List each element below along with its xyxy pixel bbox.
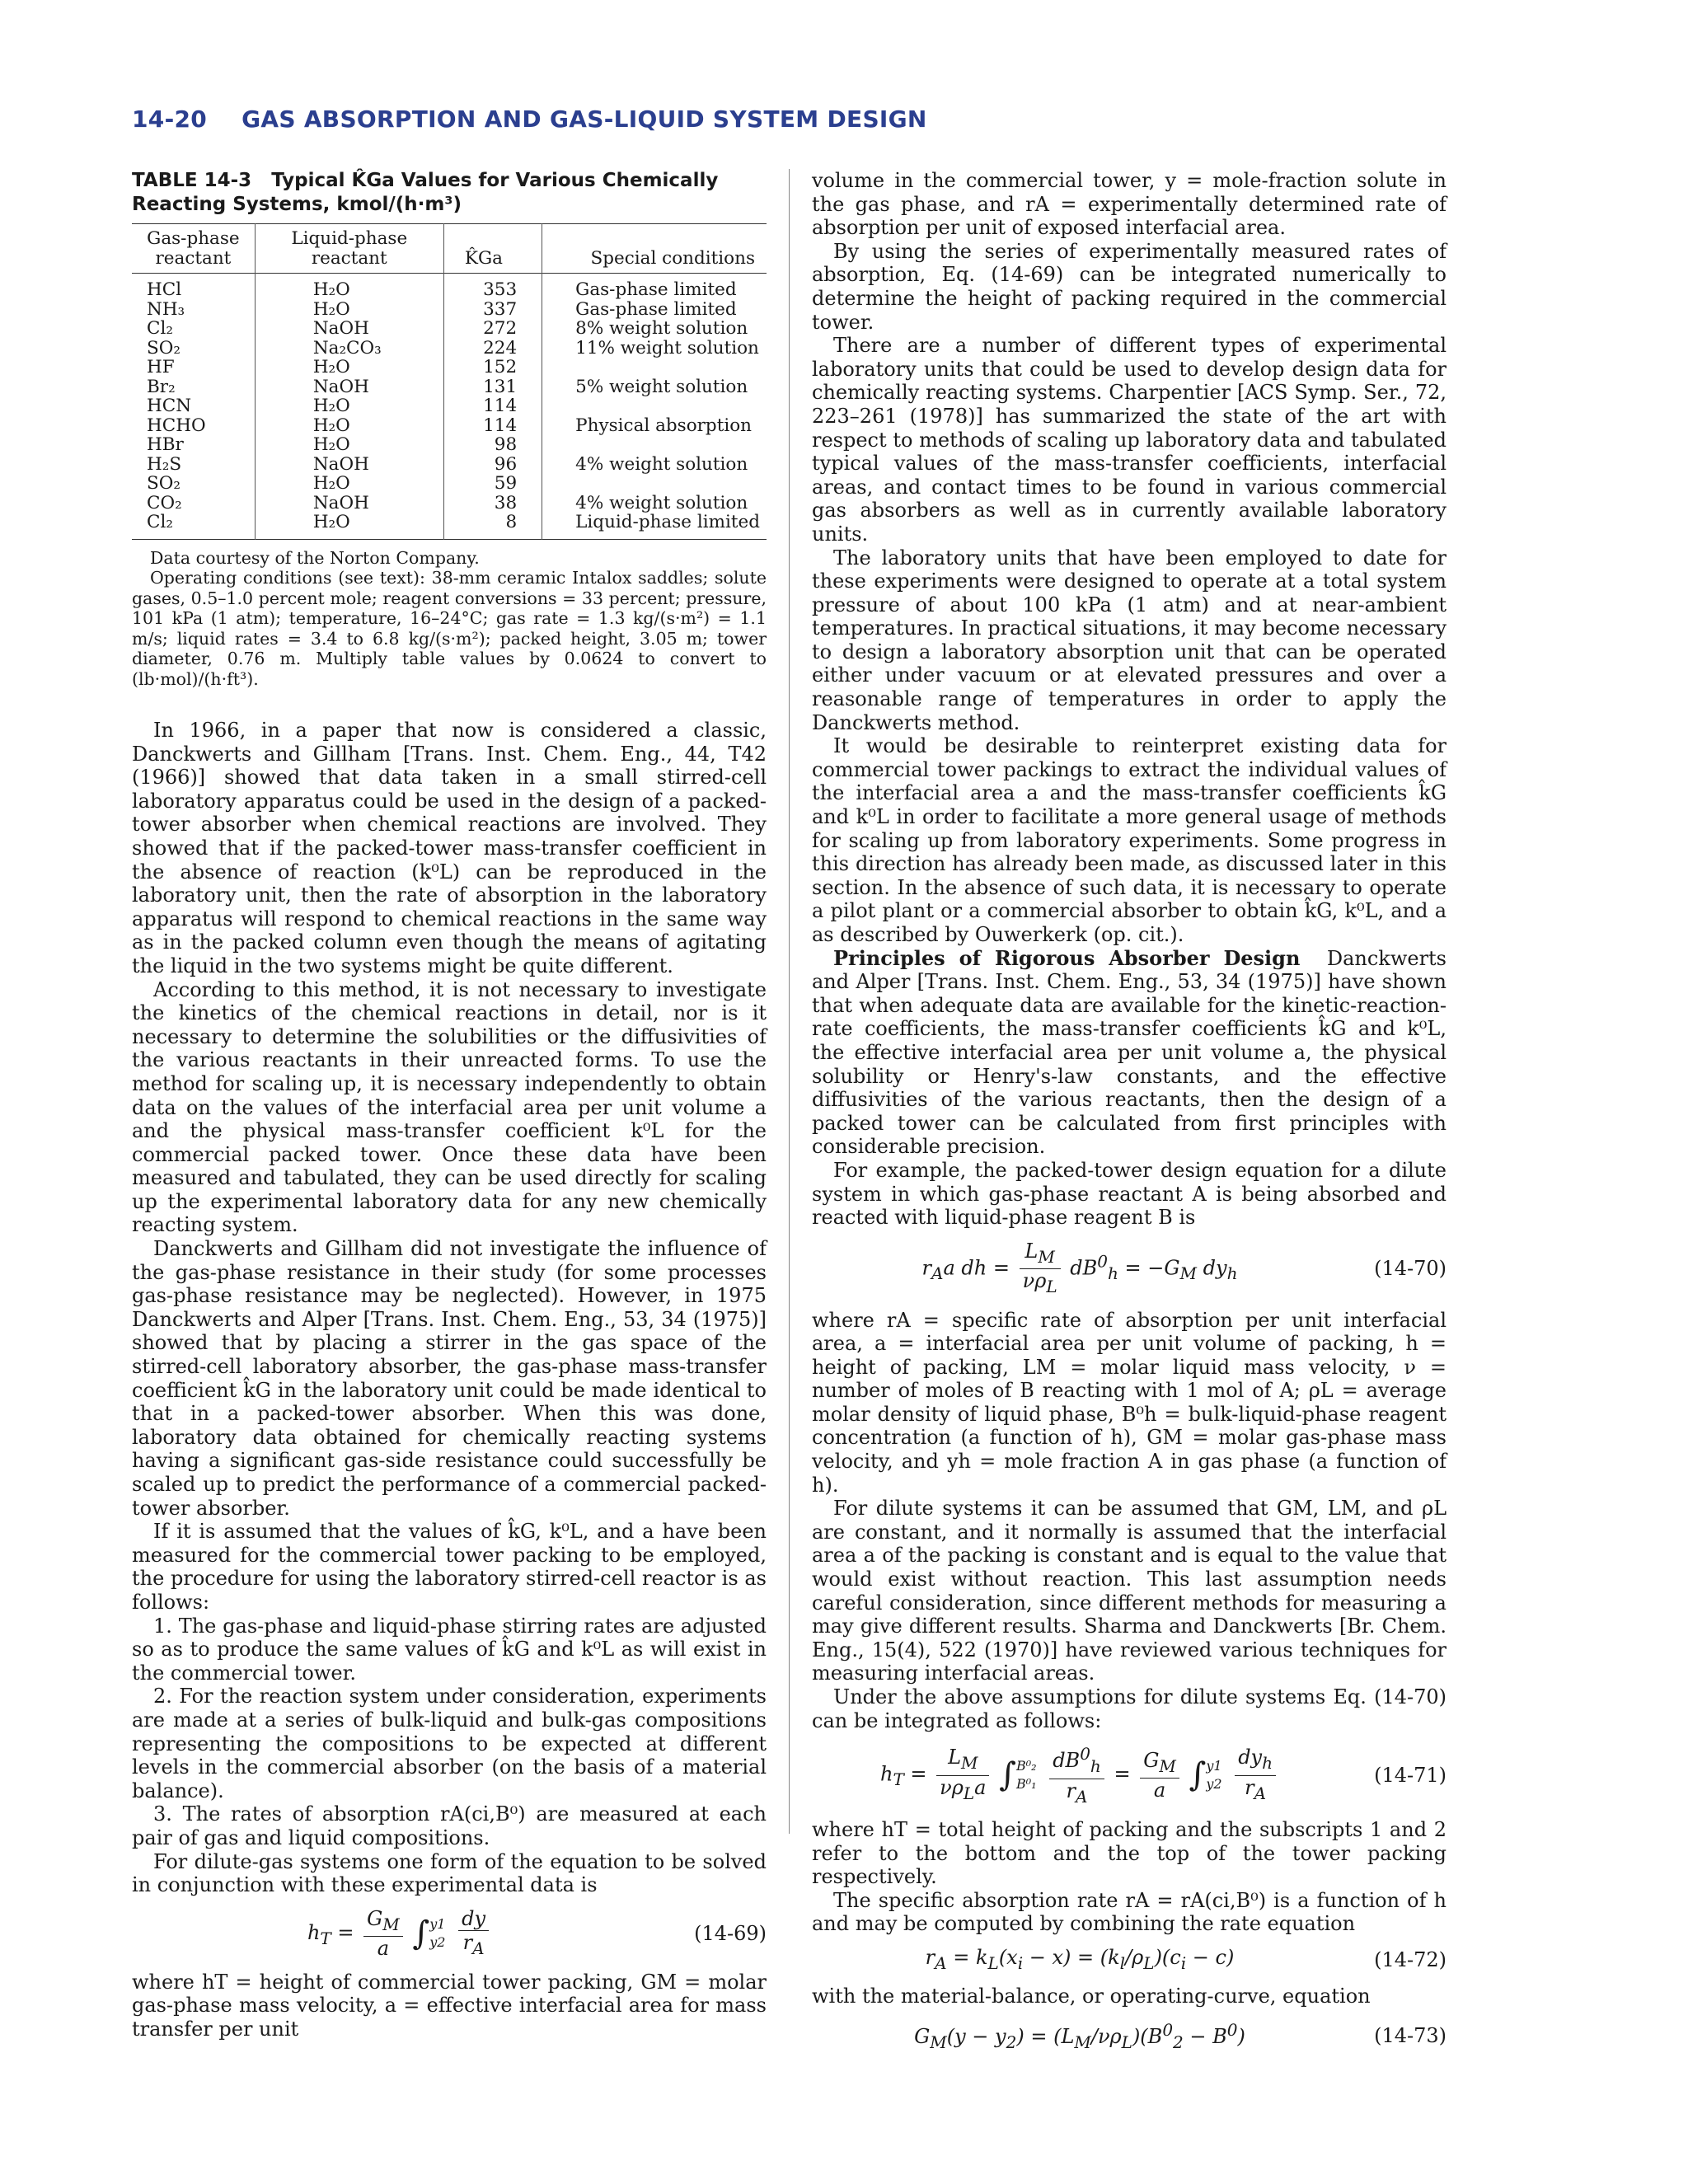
table-cell: 353 <box>443 274 542 300</box>
body-paragraph: If it is assumed that the values of k̂G, k⁰L, and a have been measured for the commercial tower packing to be employed, the procedure for using the laboratory stirred-cell reactor is as follows: <box>132 1520 767 1614</box>
table-row <box>132 377 767 397</box>
table-row <box>132 474 767 494</box>
left-column <box>132 169 767 2041</box>
body-paragraph: Under the above assumptions for dilute systems Eq. (14-70) can be integrated as follows: <box>812 1685 1447 1732</box>
table-row <box>132 319 767 339</box>
equation-number: (14-71) <box>1374 1763 1447 1787</box>
table-row <box>132 416 767 436</box>
body-paragraph: The laboratory units that have been employed to date for these experiments were designed to operate at a total system pressure of about 100 kPa (1 atm) and at near-ambient temperatures. In practical situations, it may become necessary to design a laboratory absorption unit that can be operated either under vacuum or at elevated pressures and over a reasonable range of temperatures in order to apply the Danckwerts method. <box>812 546 1447 734</box>
body-paragraph: In 1966, in a paper that now is considered a classic, Danckwerts and Gillham [Trans. Inst. Chem. Eng., 44, T42 (1966)] showed that data taken in a small stirred-cell laboratory apparatus could be used in the design of a packed-tower absorber when chemical reactions are involved. They showed that if the packed-tower mass-transfer coefficient in the absence of reaction (k⁰L) can be reproduced in the laboratory unit, then the rate of absorption in the laboratory apparatus will respond to chemical reactions in the same way as in the packed column even though the means of agitating the liquid in the two systems might be quite different. <box>132 719 767 977</box>
table-cell: 131 <box>443 377 542 397</box>
body-paragraph: The specific absorption rate rA = rA(ci,B⁰) is a function of h and may be computed by combining the rate equation <box>812 1888 1447 1936</box>
table-cell: HCl <box>132 274 255 300</box>
table-cell: H₂O <box>255 474 443 494</box>
equation-14-72: $r_A = k_L(x_i - x) = (k_l/\rho_L)(c_i - c)$ (14-72) <box>925 1945 1447 1973</box>
equation-14-69: $h_T$ = $\frac{G_M}{a}$ ∫ y1 y2 $\frac{dy}{r_A}$ (14-69) <box>307 1906 767 1961</box>
kga-table <box>132 223 767 540</box>
table-row <box>132 396 767 416</box>
body-paragraph: Principles of Rigorous Absorber Design Danckwerts and Alper [Trans. Inst. Chem. Eng., 53, 34 (1975)] have shown that when adequate data are available for the kinetic-reaction-rate coefficients, the mass-transfer coefficients k̂G and k⁰L, the effective interfacial area per unit volume a, the physical solubility or Henry's-law constants, and the effective diffusivities of the various reactants, then the design of a packed tower can be calculated from first principles with considerable precision. <box>812 945 1447 1159</box>
table-cell: 152 <box>443 358 542 377</box>
table-cell: 8 <box>443 513 542 539</box>
table-cell: SO₂ <box>132 474 255 494</box>
table-cell: Liquid-phase limited <box>575 512 760 532</box>
table-cell: H₂S <box>132 455 255 475</box>
body-paragraph: where rA = specific rate of absorption per unit interfacial area, a = interfacial area per unit volume of packing, h = height of packing, LM = molar liquid mass velocity, ν = number of moles of B reacting with 1 mol of A; ρL = average molar density of liquid phase, B⁰h = bulk-liquid-phase reagent concentration (a function of h), GM = molar gas-phase mass velocity, and yh = mole fraction A in gas phase (a function of h). <box>812 1308 1447 1497</box>
table-cell: 96 <box>443 455 542 475</box>
table-cell: 272 <box>443 319 542 339</box>
equation-14-71: $h_T$ = $\frac{L_M}{\nu\rho_La}$ ∫ B⁰₂ B⁰₁ $\frac{dB^0_h}{r_A}$ = $\frac{G_M}{a}$ ∫ y1 y2 $\frac{dy_h}{r_A}$ (14-71) <box>879 1744 1447 1807</box>
table-row <box>132 494 767 513</box>
table-cell: Gas-phase limited <box>575 279 737 300</box>
equation-number: (14-69) <box>694 1921 767 1945</box>
body-paragraph: Danckwerts and Gillham did not investigate the influence of the gas-phase resistance in their study (for some processes gas-phase resistance may be neglected). However, in 1975 Danckwerts and Alper [Trans. Inst. Chem. Eng., 53, 34 (1975)] showed that by placing a stirrer in the gas space of the stirred-cell laboratory absorber, the gas-phase mass-transfer coefficient k̂G in the laboratory unit could be made identical to that in a packed-tower absorber. When this was done, laboratory data obtained for chemically reacting systems having a significant gas-side resistance could successfully be scaled up to predict the performance of a commercial packed-tower absorber. <box>132 1237 767 1520</box>
table-cell: Na₂CO₃ <box>255 339 443 359</box>
table-row <box>132 274 767 300</box>
table-cell: HF <box>132 358 255 377</box>
table-cell: 8% weight solution <box>575 318 748 339</box>
table-header-row <box>132 224 767 274</box>
equation-14-70: $r_Aa$ dh = $\frac{L_M}{\nu\rho_L}$ $dB^0_h = -G_M$ $dy_h$ (14-70) <box>921 1239 1447 1296</box>
table-cell: Physical absorption <box>575 415 753 436</box>
column-divider <box>789 169 790 1834</box>
table-note: Operating conditions (see text): 38-mm ceramic Intalox saddles; solute gases, 0.5–1.0 percent mole; reagent conversions = 33 percent; pressure, 101 kPa (1 atm); temperature, 16–24°C; gas rate = 1.3 kg/(s·m²) = 1.1 m/s; liquid rates = 3.4 to 6.8 kg/(s·m²); packed height, 3.05 m; tower diameter, 0.76 m. Multiply table values by 0.0624 to convert to (lb·mol)/(h·ft³). <box>132 568 767 689</box>
equation-14-73: $G_M(y - y_2) = (L_M/\nu\rho_L)(B^0_2 - B^0)$ (14-73) <box>914 2019 1447 2052</box>
body-paragraph: For dilute-gas systems one form of the equation to be solved in conjunction with these experimental data is <box>132 1849 767 1897</box>
table-cell: 114 <box>443 416 542 436</box>
table-cell: 224 <box>443 339 542 359</box>
table-cell: CO₂ <box>132 494 255 513</box>
table-cell: 11% weight solution <box>575 337 759 359</box>
table-cell: Cl₂ <box>132 319 255 339</box>
table-cell <box>542 474 767 494</box>
table-cell: HCHO <box>132 416 255 436</box>
table-cell: Br₂ <box>132 377 255 397</box>
col-header: K̂Ga <box>443 224 542 274</box>
table-row <box>132 339 767 359</box>
table-cell: 5% weight solution <box>575 376 748 397</box>
page-number: 14-20 <box>132 105 208 133</box>
table-row <box>132 300 767 320</box>
table-row <box>132 435 767 455</box>
body-paragraph: For example, the packed-tower design equation for a dilute system in which gas-phase reactant A is being absorbed and reacted with liquid-phase reagent B is <box>812 1158 1447 1230</box>
body-paragraph: volume in the commercial tower, y = mole-fraction solute in the gas phase, and rA = experimentally determined rate of absorption per unit of exposed interfacial area. <box>812 169 1447 240</box>
body-paragraph: There are a number of different types of experimental laboratory units that could be used to develop design data for chemically reacting systems. Charpentier [ACS Symp. Ser., 72, 223–261 (1978)] has summarized the state of the art with respect to methods of scaling up laboratory data and tabulated typical values of the mass-transfer coefficients, interfacial areas, and contact times to be found in various commercial gas absorbers as well as in currently available laboratory units. <box>812 334 1447 546</box>
table-cell: 337 <box>443 300 542 320</box>
chapter-title: GAS ABSORPTION AND GAS-LIQUID SYSTEM DESIGN <box>241 105 927 133</box>
body-paragraph: For dilute systems it can be assumed that GM, LM, and ρL are constant, and it normally is assumed that the interfacial area a of the packing is constant and is equal to the value that would exist without reaction. This last assumption needs careful consideration, since different methods for measuring a may give different results. Sharma and Danckwerts [Br. Chem. Eng., 15(4), 522 (1970)] have reviewed various techniques for measuring interfacial areas. <box>812 1497 1447 1685</box>
section-heading: Principles of Rigorous Absorber Design <box>833 945 1301 970</box>
table-row <box>132 513 767 539</box>
body-paragraph: According to this method, it is not necessary to investigate the kinetics of the chemical reactions in detail, nor is it necessary to determine the solubilities or the diffusivities of the various reactants in their unreacted forms. To use the method for scaling up, it is necessary independently to obtain data on the values of the interfacial area per unit volume a and the physical mass-transfer coefficient k⁰L for the commercial packed tower. Once these data have been measured and tabulated, they can be used directly for scaling up the experimental laboratory data for any new chemically reacting system. <box>132 977 767 1237</box>
table-cell: NH₃ <box>132 300 255 320</box>
table-cell: NaOH <box>255 319 443 339</box>
table-cell: H₂O <box>255 416 443 436</box>
table-cell: H₂O <box>255 396 443 416</box>
table-caption: TABLE 14-3 Typical K̂Ga Values for Various Chemically Reacting Systems, kmol/(h·m³) <box>132 170 719 215</box>
body-paragraph: It would be desirable to reinterpret existing data for commercial tower packings to extract the individual values of the interfacial area a and the mass-transfer coefficients k̂G and k⁰L in order to facilitate a more general usage of methods for scaling up from laboratory experiments. Some progress in this direction has already been made, as discussed later in this section. In the absence of such data, it is necessary to operate a pilot plant or a commercial absorber to obtain k̂G, k⁰L, and a as described by Ouwerkerk (op. cit.). <box>812 734 1447 946</box>
table-cell: SO₂ <box>132 339 255 359</box>
table-cell: H₂O <box>255 435 443 455</box>
table-cell: NaOH <box>255 455 443 475</box>
table-cell: NaOH <box>255 377 443 397</box>
table-cell: NaOH <box>255 494 443 513</box>
col-header: Liquid-phase reactant <box>255 224 443 274</box>
step-item: 3. The rates of absorption rA(ci,B⁰) are measured at each pair of gas and liquid compositions. <box>132 1802 767 1849</box>
equation-number: (14-70) <box>1374 1257 1447 1281</box>
step-item: 1. The gas-phase and liquid-phase stirring rates are adjusted so as to produce the same values of k̂G and k⁰L as will exist in the commercial tower. <box>132 1614 767 1685</box>
body-paragraph: where hT = height of commercial tower packing, GM = molar gas-phase mass velocity, a = effective interfacial area for mass transfer per unit <box>132 1970 767 2041</box>
table-cell: 4% weight solution <box>575 492 748 513</box>
equation-number: (14-73) <box>1374 2024 1447 2048</box>
table-cell: H₂O <box>255 358 443 377</box>
table-cell: 38 <box>443 494 542 513</box>
right-column <box>812 169 1447 2064</box>
equation-number: (14-72) <box>1374 1948 1447 1972</box>
table-cell: HBr <box>132 435 255 455</box>
table-cell <box>542 396 767 416</box>
table-cell: 114 <box>443 396 542 416</box>
body-paragraph: where hT = total height of packing and the subscripts 1 and 2 refer to the bottom and the top of the tower packing respectively. <box>812 1817 1447 1889</box>
table-body <box>132 274 767 540</box>
table-cell <box>542 358 767 377</box>
body-paragraph: with the material-balance, or operating-curve, equation <box>812 1985 1371 2008</box>
body-paragraph: By using the series of experimentally measured rates of absorption, Eq. (14-69) can be integrated numerically to determine the height of packing required in the commercial tower. <box>812 239 1447 334</box>
table-cell: Gas-phase limited <box>575 298 737 320</box>
table-cell: HCN <box>132 396 255 416</box>
table-cell: 98 <box>443 435 542 455</box>
table-cell: H₂O <box>255 513 443 539</box>
table-row <box>132 358 767 377</box>
step-item: 2. For the reaction system under consideration, experiments are made at a series of bulk-liquid and bulk-gas compositions representing the compositions to be expected at different levels in the commercial absorber (on the basis of a material balance). <box>132 1685 767 1802</box>
table-cell: 4% weight solution <box>575 453 748 475</box>
table-cell: H₂O <box>255 300 443 320</box>
col-header: Gas-phase reactant <box>132 224 255 274</box>
page-header <box>132 105 927 133</box>
table-cell: 59 <box>443 474 542 494</box>
table-cell: Cl₂ <box>132 513 255 539</box>
col-header: Special conditions <box>590 247 755 269</box>
table-cell: H₂O <box>255 274 443 300</box>
table-note: Data courtesy of the Norton Company. <box>150 547 480 568</box>
table-cell <box>542 435 767 455</box>
table-row <box>132 455 767 475</box>
table-notes <box>132 548 767 690</box>
